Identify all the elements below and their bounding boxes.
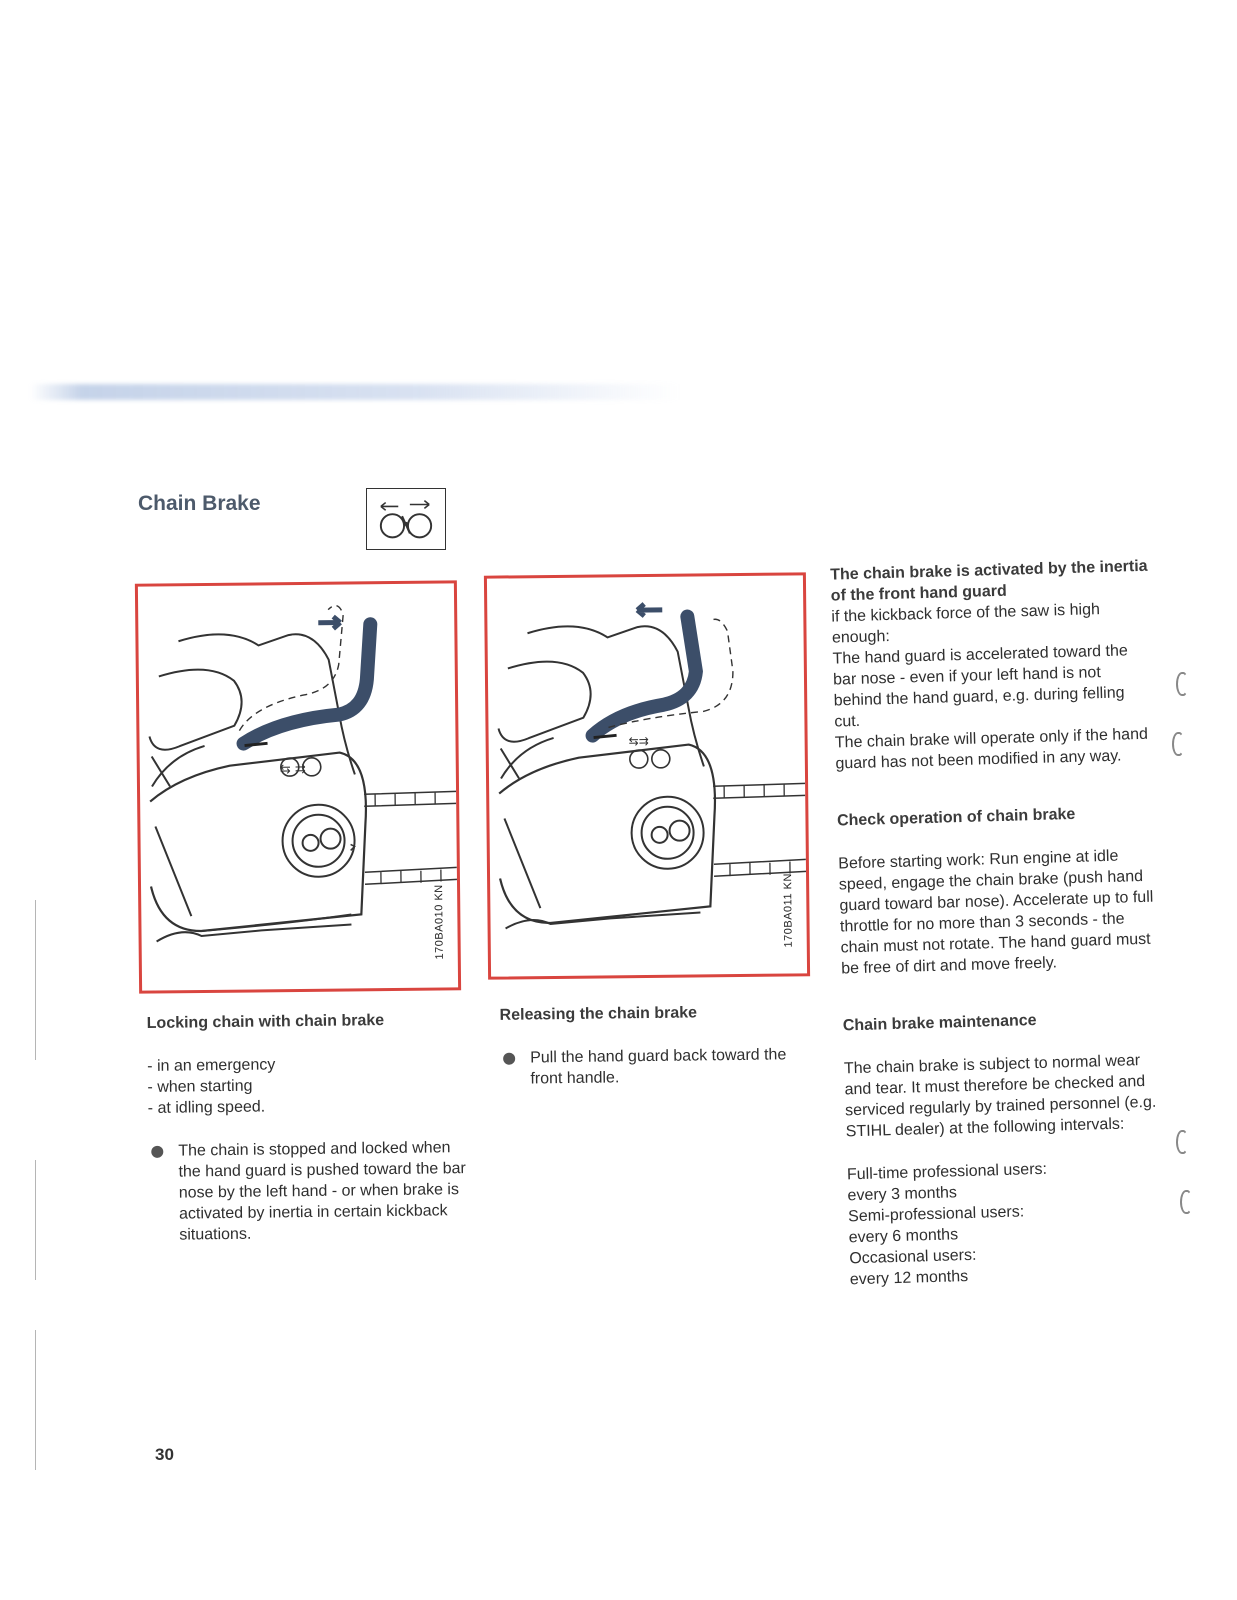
usage-list [147, 1052, 468, 1119]
page-number: 30 [155, 1445, 174, 1464]
bullet-item [148, 1137, 469, 1246]
section-heading: Chain brake maintenance [842, 1012, 1037, 1035]
chainsaw-handguard-back-illustration [487, 575, 807, 976]
interval-label: Semi-professional users: [847, 1203, 1025, 1226]
paragraph: The chain brake will operate only if the hand guard has not been modified in any way. [834, 725, 1149, 773]
list-item: - when starting [147, 1077, 253, 1096]
paragraph: Before starting work: Run engine at idle speed, engage the chain brake (push hand guard toward bar nose). Accelerate up to full throttle for no more than 3 seconds - the chain must not rotate. The hand guard must be free of dirt and move freely. [838, 847, 1154, 978]
binding-ring-icon [1172, 732, 1184, 756]
scan-edge-mark [35, 1160, 36, 1280]
list-item: - in an emergency [147, 1056, 276, 1075]
bullet-icon [151, 1146, 163, 1158]
interval-label: Occasional users: [849, 1246, 977, 1268]
chainsaw-handguard-forward-illustration [138, 583, 458, 990]
scan-artifact-stripe [30, 384, 680, 400]
binding-ring-icon [1176, 672, 1188, 696]
bullet-text: The chain is stopped and locked when the hand guard is pushed toward the bar nose by the left hand - or when brake is activated by inertia in certain kickback situations. [178, 1139, 466, 1244]
section-locking [147, 1009, 470, 1246]
interval-list [847, 1155, 1170, 1290]
bullet-icon [503, 1053, 515, 1065]
page-title: Chain Brake [138, 492, 261, 515]
chain-brake-symbol-icon [366, 488, 446, 550]
bullet-text: Pull the hand guard back toward the front handle. [530, 1046, 787, 1088]
interval-value: every 12 months [849, 1268, 969, 1289]
section-heading: The chain brake is activated by the inertia of the front hand guard [829, 557, 1148, 605]
figure-locking-chain [135, 580, 461, 993]
binding-ring-icon [1176, 1130, 1188, 1154]
binding-ring-icon [1180, 1190, 1192, 1214]
paragraph: The chain brake is subject to normal wear and tear. It must therefore be checked and serviced regularly by trained personnel (e.g. STIHL dealer) at the following intervals: [843, 1052, 1157, 1141]
figure-code: 170BA011 KN [782, 873, 795, 948]
figure-releasing-chain [484, 572, 810, 979]
paragraph: The hand guard is accelerated toward the bar nose - even if your left hand is not behind the hand guard, e.g. during felling cut. [832, 642, 1128, 731]
section-heading: Locking chain with chain brake [146, 1012, 385, 1032]
section-right-column [830, 556, 1170, 1291]
section-releasing [499, 1001, 800, 1090]
section-heading: Check operation of chain brake [836, 805, 1076, 830]
scan-edge-mark [35, 900, 36, 1060]
svg-text:⇆ ⇉: ⇆ ⇉ [279, 761, 306, 778]
scan-edge-mark [35, 1330, 36, 1470]
svg-text:⇆⇉: ⇆⇉ [628, 733, 649, 749]
list-item: - at idling speed. [147, 1098, 266, 1117]
interval-value: every 6 months [848, 1226, 959, 1247]
bullet-item [500, 1044, 800, 1090]
interval-label: Full-time professional users: [846, 1160, 1048, 1184]
interval-value: every 3 months [847, 1184, 958, 1205]
section-heading: Releasing the chain brake [499, 1004, 698, 1024]
figure-code: 170BA010 KN [433, 884, 446, 960]
paragraph: if the kickback force of the saw is high enough: [831, 601, 1101, 647]
